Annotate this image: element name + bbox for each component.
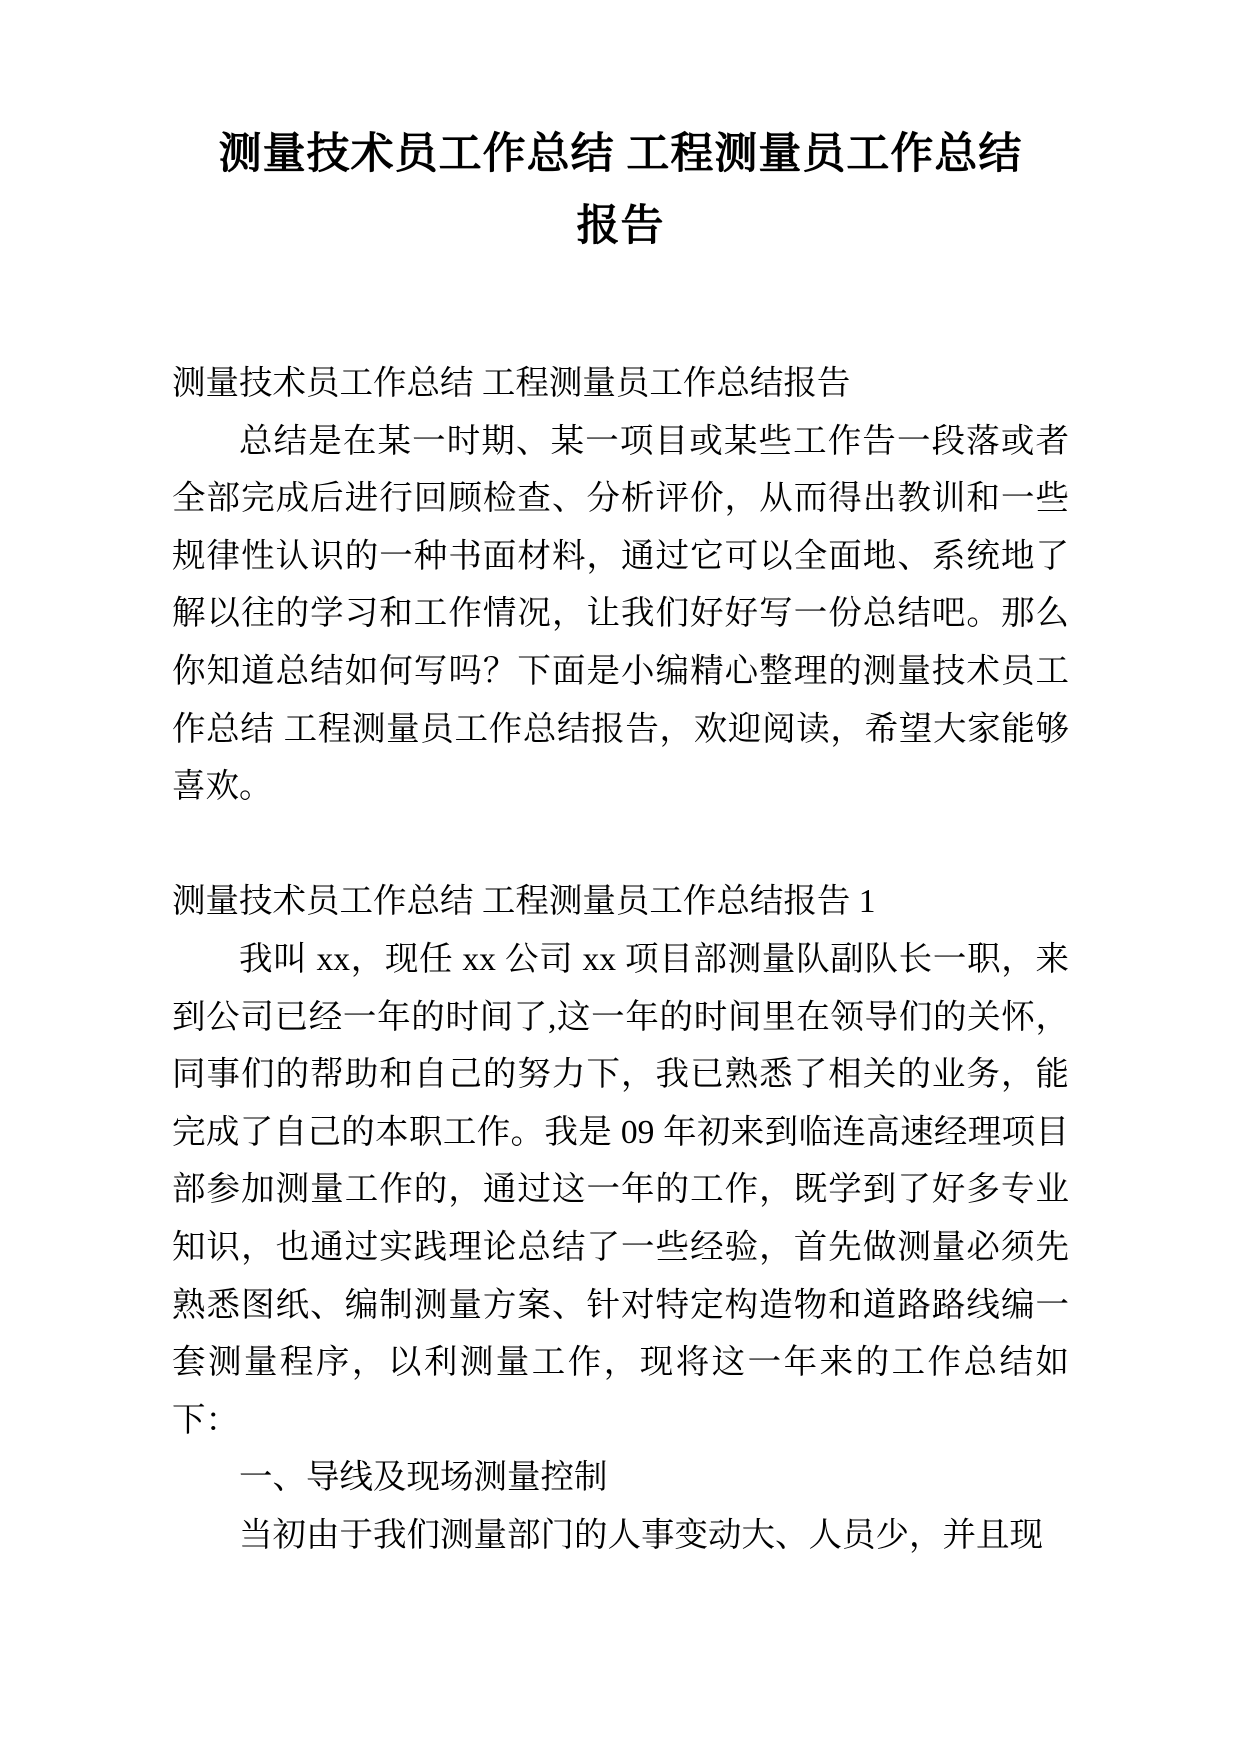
intro-paragraph: 总结是在某一时期、某一项目或某些工作告一段落或者全部完成后进行回顾检查、分析评价，从而得出教训和一些规律性认识的一种书面材料，通过它可以全面地、系统地了解以往的学习和工作情况，让我们好好写一份总结吧。那么你知道总结如何写吗？下面是小编精心整理的测量技术员工作总结 工程测量员工作总结报告，欢迎阅读，希望大家能够喜欢。 (172, 422, 1069, 806)
section-1-heading: 测量技术员工作总结 工程测量员工作总结报告 1 (172, 883, 876, 921)
document-body (172, 355, 1069, 1564)
list-item-1-heading: 一、导线及现场测量控制 (239, 1459, 608, 1497)
section-1-paragraph-2: 当初由于我们测量部门的人事变动大、人员少，并且现 (239, 1516, 1043, 1554)
blank-line (172, 816, 1069, 874)
document-title-line1: 测量技术员工作总结 工程测量员工作总结 (218, 131, 1023, 178)
document-title-line2: 报告 (576, 203, 665, 250)
section-1-paragraph: 我叫 xx，现任 xx 公司 xx 项目部测量队副队长一职，来到公司已经一年的时间了,这一年的时间里在领导们的关怀，同事们的帮助和自己的努力下，我已熟悉了相关的业务，能完成了自己的本职工作。我是 09 年初来到临连高速经理项目部参加测量工作的，通过这一年的工作，既学到了好多专业知识，也通过实践理论总结了一些经验，首先做测量必须先熟悉图纸、编制测量方案、针对特定构造物和道路路线编一套测量程序，以利测量工作，现将这一年来的工作总结如下： (172, 940, 1069, 1439)
intro-heading: 测量技术员工作总结 工程测量员工作总结报告 (172, 365, 851, 402)
document-title (172, 119, 1069, 263)
